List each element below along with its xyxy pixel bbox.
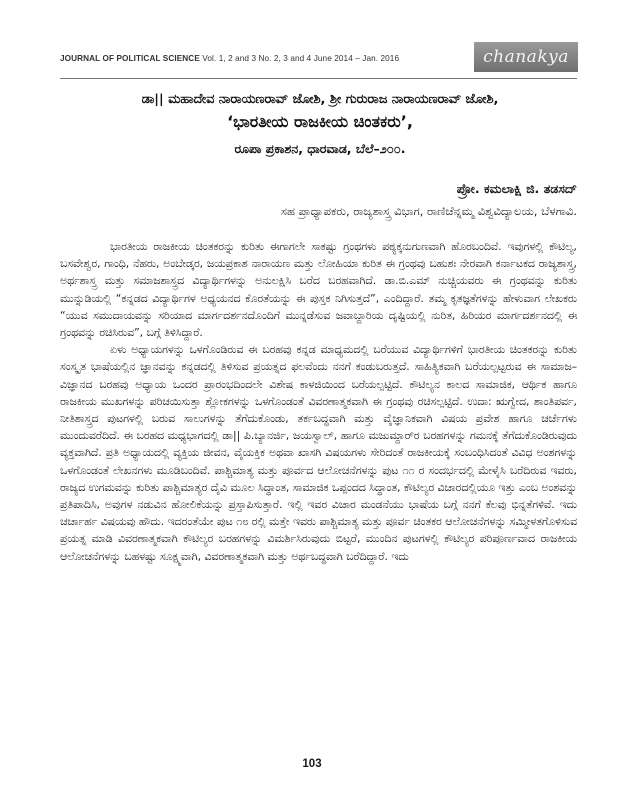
book-reference xyxy=(60,90,580,160)
review-body xyxy=(60,238,577,565)
journal-line xyxy=(60,54,399,63)
reviewer-name: ಪ್ರೋ. ಕಮಲಾಕ್ಷಿ ಜಿ. ತಡಸದ್ xyxy=(456,181,577,196)
journal-title: JOURNAL OF POLITICAL SCIENCE xyxy=(60,54,200,63)
book-title: ‘ಭಾರತೀಯ ರಾಜಕೀಯ ಚಿಂತಕರು’, xyxy=(227,112,413,131)
book-authors: ಡಾ|| ಮಹಾದೇವ ನಾರಾಯಣರಾವ್ ಜೋಶಿ, ಶ್ರೀ ಗುರುರಾಜ ನಾರಾಯಣರಾವ್ ಜೋಶಿ, xyxy=(141,92,499,107)
paragraph-1: ಭಾರತೀಯ ರಾಜಕೀಯ ಚಿಂತಕರನ್ನು ಕುರಿತು ಈಗಾಗಲೇ ಸಾಕಷ್ಟು ಗ್ರಂಥಗಳು ಪಠ್ಯಕ್ಕನುಗುಣವಾಗಿ ಹೊರಬಂದಿವೆ. ಇವುಗಳಲ್ಲಿ ಕೌಟಿಲ್ಯ, ಬಸವೇಶ್ವರ, ಗಾಂಧಿ, ನೆಹರು, ಅಂಬೇಡ್ಕರ, ಜಯಪ್ರಕಾಶ ನಾರಾಯಣ ಮತ್ತು ಲೋಹಿಯಾ ಕುರಿತ ಈ ಗ್ರಂಥವು ಬಹುಶಃ ನೇರವಾಗಿ ಕರ್ನಾಟಕದ ರಾಜ್ಯಶಾಸ್ತ್ರ, ಅರ್ಥಶಾಸ್ತ್ರ ಮತ್ತು ಸಮಾಜಶಾಸ್ತ್ರದ ವಿದ್ಯಾರ್ಥಿಗಳನ್ನು ಅನುಲಕ್ಷಿಸಿ ಬರೆದ ಬರಹವಾಗಿದೆ. ಡಾ.ಬಿ.ಎಮ್ ನುಚ್ಚಿಯವರು ಈ ಗ್ರಂಥವನ್ನು ಕುರಿತು ಮುನ್ನುಡಿಯಲ್ಲಿ “ಕನ್ನಡದ ವಿದ್ಯಾರ್ಥಿಗಳ ಅಧ್ಯಯನದ ಕೊರತೆಯನ್ನು ಈ ಪುಸ್ತಕ ನಿಗಿಸುತ್ತದೆ”, ಎಂದಿದ್ದಾರೆ. ತಮ್ಮ ಕೃತಜ್ಞತೆಗಳನ್ನು ಹೇಳುವಾಗ ಲೇಖಕರು “ಯುವ ಸಮುದಾಯವನ್ನು ಸರಿಯಾದ ಮಾರ್ಗದರ್ಶನದೊಂದಿಗೆ ಮುನ್ನಡೆಸುವ ಜವಾಬ್ದಾರಿಯ ದೃಷ್ಟಿಯಲ್ಲಿ ನುರಿತ, ಹಿರಿಯರ ಮಾರ್ಗದರ್ಶನದಲ್ಲಿ ಈ ಗ್ರಂಥವನ್ನು ರಚಿಸಿರುವ”, ಬಗ್ಗೆ ತಿಳಿಸಿದ್ದಾರೆ. xyxy=(60,240,577,340)
page-number: 103 xyxy=(302,758,322,770)
volume-info: Vol. 1, 2 and 3 No. 2, 3 and 4 June 2014 – Jan. 2016 xyxy=(202,54,400,63)
publication-info: ರೂಪಾ ಪ್ರಕಾಶನ, ಧಾರವಾಡ, ಬೆಲೆ–೨೦೦. xyxy=(234,141,406,156)
journal-header xyxy=(60,42,580,82)
paragraph-2: ಏಳು ಅಧ್ಯಾಯಗಳನ್ನು ಒಳಗೊಂಡಿರುವ ಈ ಬರಹವು ಕನ್ನಡ ಮಾಧ್ಯಮದಲ್ಲಿ ಬರೆಯುವ ವಿದ್ಯಾರ್ಥಿಗಳಿಗೆ ಭಾರತೀಯ ಚಿಂತಕರನ್ನು ಕುರಿತು ಸಂಸ್ಕೃತ ಭಾಷೆಯಲ್ಲಿನ ಜ್ಞಾನವನ್ನು ಕನ್ನಡದಲ್ಲಿ ತಿಳಿಸುವ ಪ್ರಯತ್ನದ ಫಲವೆಂದು ನನಗೆ ಕಂಡುಬರುತ್ತದೆ. ಸಾಹಿತ್ಯಿಕವಾಗಿ ಬರೆಯಲ್ಪಟ್ಟರುವ ಈ ಸಾಮಾಜ–ವಿಜ್ಞಾನದ ಬರಹವು ಅಧ್ಯಾಯ ಒಂದರ ಪ್ರಾರಂಭದಿಂದಲೇ ವಿಶೇಷ ಕಾಳಜಿಯಿಂದ ಬರೆಯಲ್ಪಟ್ಟಿದೆ. ಕೌಟಿಲ್ಯನ ಕಾಲದ ಸಾಮಾಜಿಕ, ಆರ್ಥಿಕ ಹಾಗೂ ರಾಜಕೀಯ ಮುಖಗಳನ್ನು ಪರಿಚಯಿಸುತ್ತಾ ಶ್ಲೋಕಗಳನ್ನು ಒಳಗೊಂಡಂತೆ ವಿವರಣಾತ್ಮಕವಾಗಿ ಈ ಗ್ರಂಥವು ರಚಿಸಲ್ಪಟ್ಟಿದೆ. ಉದಾ: ಋಗ್ವೇದ, ಶಾಂತಿಪರ್ವ, ನೀತಿಶಾಸ್ತ್ರದ ಪುಟಗಳಲ್ಲಿ ಬರುವ ಸಾಲುಗಳನ್ನು ತೆಗೆದುಕೊಂಡು, ತರ್ಕಬದ್ಧವಾಗಿ ಮತ್ತು ವೈಜ್ಞಾನಿಕವಾಗಿ ವಿಷಯ ಪ್ರವೇಶ ಹಾಗೂ ಚರ್ಚೆಗಳು ಮುಂದುವರೆದಿದೆ. ಈ ಬರಹದ ಮಧ್ಯಭಾಗದಲ್ಲಿ ಡಾ|| ಪಿ.ಬ್ಯಾನರ್ಜಿ, ಜಯಸ್ವಾಲ್, ಹಾಗೂ ಮಜುಮ್ದಾರ್‌ರ ಬರಹಗಳನ್ನು ಗಮನಕ್ಕೆ ತೆಗೆದುಕೊಂಡಿರುವುದು ವ್ಯಕ್ತವಾಗಿದೆ. ಪ್ರತಿ ಅಧ್ಯಾಯದಲ್ಲಿ ವ್ಯಕ್ತಿಯ ಜೀವನ, ವೈಯಕ್ತಿಕ ಅಥವಾ ಖಾಸಗಿ ವಿಷಯಗಳು ಸೇರಿದಂತೆ ರಾಜಕೀಯಕ್ಕೆ ಸಂಬಂಧಿಸಿದಂತೆ ವಿವಿಧ ಅಂಶಗಳನ್ನು ಒಳಗೊಂಡಂತೆ ಲೇಖನಗಳು ಮೂಡಿಬಂದಿವೆ. ಪಾಶ್ಚಿಮಾತ್ಯ ಮತ್ತು ಪೂರ್ವದ ಆಲೋಚನೆಗಳನ್ನು ಪುಟ ೧೧ ರ ಸಂದರ್ಭದಲ್ಲಿ ಮೇಳೈಸಿ ಬರೆದಿರುವ ಇವರು, ರಾಜ್ಯದ ಉಗಮವನ್ನು ಕುರಿತು ಪಾಶ್ಚಿಮಾತ್ಯರ ದೈವಿ ಮೂಲ ಸಿದ್ಧಾಂತ, ಸಾಮಾಜಿಕ ಒಪ್ಪಂದದ ಸಿದ್ಧಾಂತ, ಕೌಟಿಲ್ಯರ ವಿಚಾರದಲ್ಲಿಯೂ ಇತ್ತು ಎಂಬ ಅಂಶವನ್ನು ಪ್ರತಿಪಾದಿಸಿ, ಅವುಗಳ ನಡುವಿನ ಹೋಲಿಕೆಯನ್ನು ಪ್ರಸ್ತಾಪಿಸುತ್ತಾರೆ. ಇಲ್ಲಿ ಇವರ ವಿಚಾರ ಮಂಡನೆಯು ಭಾಷೆಯ ಬಗ್ಗೆ ನನಗೆ ಕೆಲವು ಭಿನ್ನತೆಗಳಿವೆ. ಇದು ಚರ್ಚಾರ್ಹ ವಿಷಯವು ಹೌದು. ಇದರಂತೆಯೇ ಪುಟ ೧೮ ರಲ್ಲಿ ಮತ್ತೇ ಇವರು ಪಾಶ್ಚಿಮಾತ್ಯ ಮತ್ತು ಪೂರ್ವ ಚಿಂತಕರ ಆಲೋಚನೆಗಳನ್ನು ಸಮ್ಮೀಳತಗೊಳಿಸುವ ಪ್ರಯತ್ನ ಮಾಡಿ ವಿವರಣಾತ್ಮಕವಾಗಿ ಕೌಟಿಲ್ಯರ ಬರಹಗಳನ್ನು ವಿಮರ್ಶಿಸಿರುವುದು ಬಿಟ್ಟರೆ, ಮುಂದಿನ ಪುಟಗಳಲ್ಲಿ ಕೌಟಿಲ್ಯರ ಪರಿಪೂರ್ಣವಾದ ರಾಜಕೀಯ ಆಲೋಚನೆಗಳನ್ನು ಬಹಳಷ್ಟು ಸೂಕ್ಷ್ಮವಾಗಿ, ವಿವರಣಾತ್ಮಕವಾಗಿ ಮತ್ತು ಅರ್ಥಬದ್ಧವಾಗಿ ಬರೆದಿದ್ದಾರೆ. ಇದು xyxy=(60,343,577,563)
chanakya-logo: chanakya xyxy=(474,42,578,72)
reviewer-affiliation: ಸಹ ಪ್ರಾಧ್ಯಾಪಕರು, ರಾಜ್ಯಶಾಸ್ತ್ರ ವಿಭಾಗ, ರಾಣಿಚೆನ್ನಮ್ಮ ವಿಶ್ವವಿದ್ಯಾಲಯ, ಬೆಳಗಾವಿ. xyxy=(280,204,577,218)
header-rule xyxy=(60,78,577,79)
